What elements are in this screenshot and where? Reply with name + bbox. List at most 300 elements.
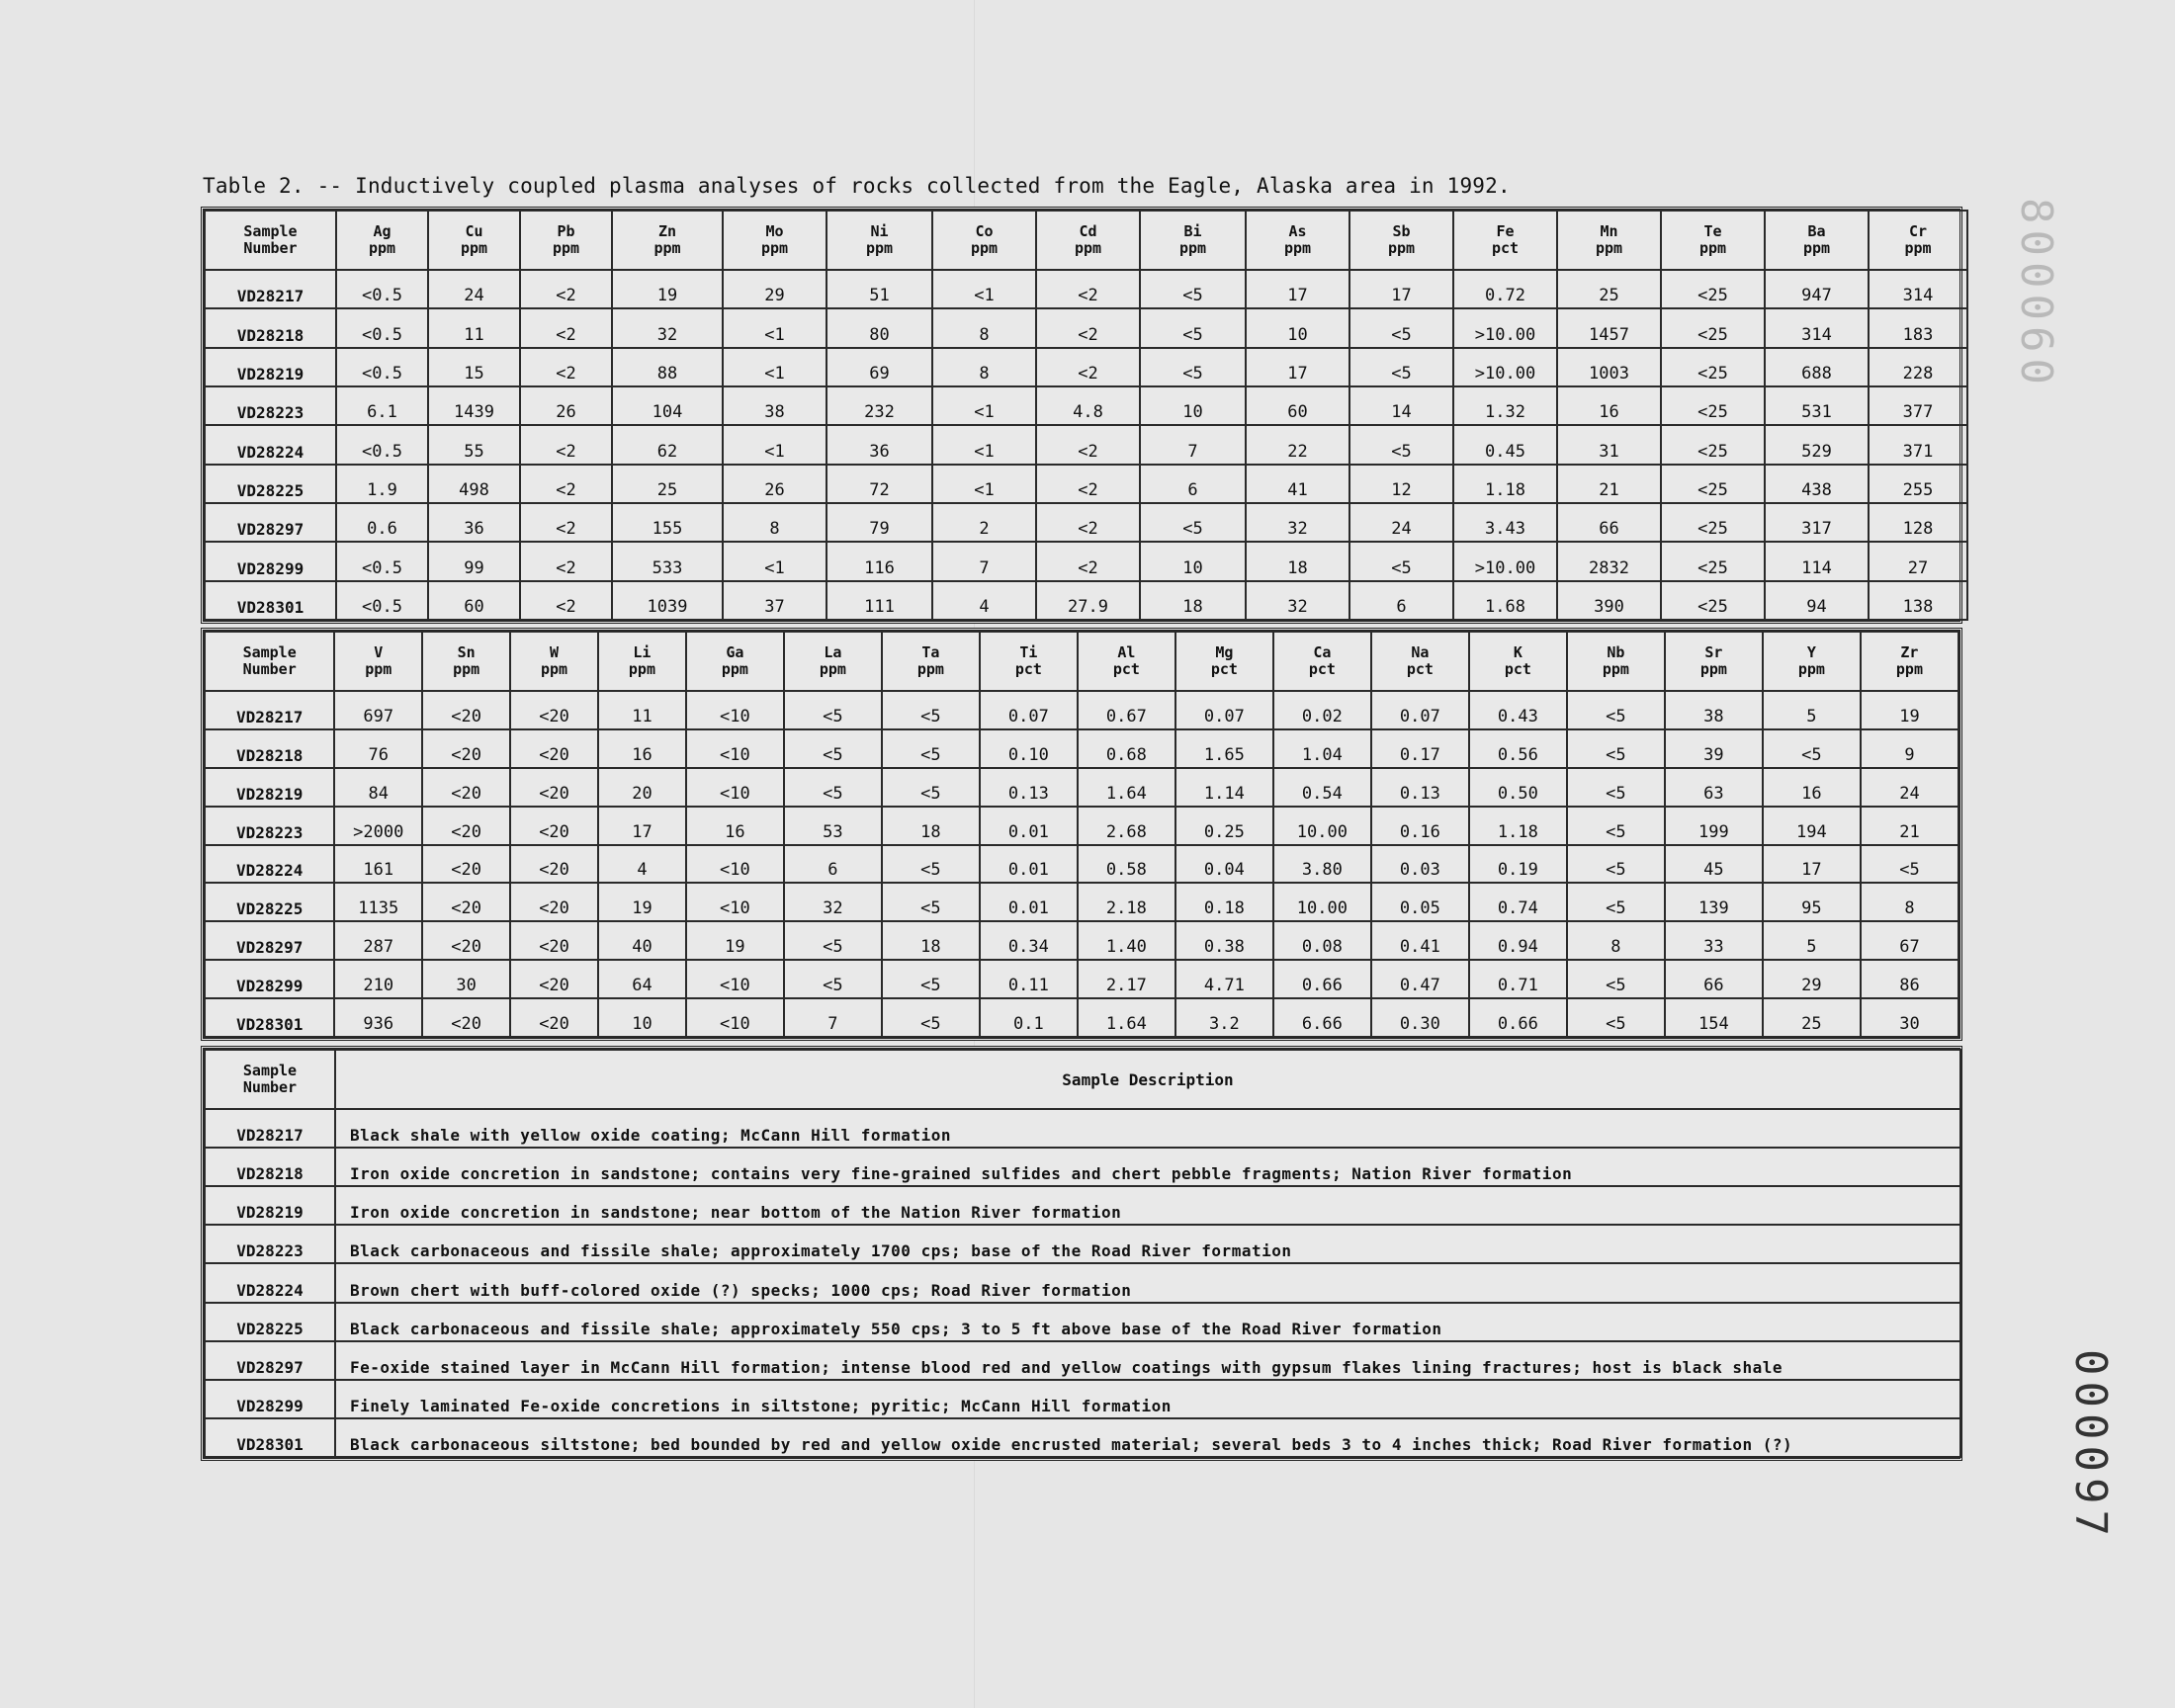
column-header-unit: pct [1491,239,1520,257]
column-header-name: Ba [1807,222,1826,240]
column-header-name: La [824,643,842,661]
column-header [1371,632,1469,691]
table-cell: 10.00 [1273,883,1371,921]
table-cell: 3.43 [1453,503,1557,542]
table-cell: 0.50 [1469,768,1567,807]
table-cell: 5 [1763,691,1861,729]
table-cell: >10.00 [1453,308,1557,347]
analyses-table-1 [201,207,1962,624]
column-header-name: Nb [1607,643,1625,661]
table-cell: 1.64 [1078,998,1175,1037]
table-cell: <20 [422,807,510,845]
table-cell: 22 [1246,425,1349,464]
table-cell: 10 [1140,386,1246,425]
table-cell: 76 [334,729,422,768]
table-cell: <5 [784,768,882,807]
table-cell: 317 [1765,503,1869,542]
table-cell: 0.13 [980,768,1078,807]
table-row [205,1225,1960,1263]
table-cell: 1135 [334,883,422,921]
table-cell: 25 [1557,270,1661,308]
table-cell: 0.18 [1175,883,1273,921]
table-cell: <5 [1567,998,1665,1037]
sample-description-cell: Fe-oxide stained layer in McCann Hill formation; intense blood red and yellow coatings with gypsum flakes lining fractures; host is black shale [335,1341,1960,1380]
table-cell: 0.54 [1273,768,1371,807]
sample-number-cell: VD28225 [205,883,334,921]
column-header [1078,632,1175,691]
table-cell: 40 [598,921,686,960]
table-cell: 18 [1246,542,1349,580]
table-cell: 0.1 [980,998,1078,1037]
table-row [205,921,1958,960]
table-cell: <25 [1661,581,1765,620]
table-cell: 5 [1763,921,1861,960]
table-cell: 688 [1765,348,1869,386]
table-cell: 0.56 [1469,729,1567,768]
table-cell: 7 [1140,425,1246,464]
table-cell: 17 [598,807,686,845]
table-cell: 7 [932,542,1036,580]
table-cell: <2 [520,270,612,308]
table-cell: 55 [428,425,520,464]
table-cell: 0.11 [980,960,1078,998]
sample-description-cell: Iron oxide concretion in sandstone; contains very fine-grained sulfides and chert pebble fragments; Nation River formation [335,1148,1960,1186]
table-cell: 31 [1557,425,1661,464]
table-cell: 11 [598,691,686,729]
table-row [205,768,1958,807]
table-cell: <20 [510,768,598,807]
table-cell: <10 [686,691,784,729]
column-header-name: Ag [373,222,392,240]
table-cell: 0.71 [1469,960,1567,998]
table-cell: 0.10 [980,729,1078,768]
table-cell: 10 [1140,542,1246,580]
table-cell: <5 [882,883,980,921]
sample-number-cell: VD28301 [205,581,336,620]
sample-number-cell: VD28297 [205,921,334,960]
column-header-name: Sn [457,643,476,661]
sample-description-cell: Black carbonaceous siltstone; bed bounded by red and yellow oxide encrusted material; several beds 3 to 4 inches thick; Road River formation (?) [335,1418,1960,1457]
table-cell: <1 [932,386,1036,425]
table-cell: 26 [520,386,612,425]
table-cell: 0.72 [1453,270,1557,308]
column-header-unit: pct [1112,660,1140,678]
table-cell: 498 [428,465,520,503]
table-cell: <1 [932,270,1036,308]
table-cell: 0.07 [980,691,1078,729]
table-cell: 27 [1869,542,1967,580]
column-header [1246,211,1349,270]
table-cell: 155 [612,503,723,542]
table-cell: <20 [510,921,598,960]
table-cell: 51 [826,270,932,308]
table-cell: <10 [686,883,784,921]
column-header [686,632,784,691]
table-cell: <2 [520,581,612,620]
table-cell: 1457 [1557,308,1661,347]
table-cell: 0.30 [1371,998,1469,1037]
sample-number-cell: VD28301 [205,998,334,1037]
table-cell: 1439 [428,386,520,425]
column-header-unit: ppm [460,239,488,257]
table-cell: 314 [1765,308,1869,347]
table-cell: 1039 [612,581,723,620]
table-row [205,270,1967,308]
column-header [932,211,1036,270]
sample-number-cell: VD28301 [205,1418,335,1457]
column-header [422,632,510,691]
column-header-name: Na [1411,643,1430,661]
column-header-name: Sample [243,222,298,240]
table-cell: 0.04 [1175,845,1273,884]
table-cell: <1 [723,348,826,386]
table-cell: 36 [428,503,520,542]
column-header-unit: ppm [365,660,392,678]
table-cell: 0.58 [1078,845,1175,884]
column-header-unit: ppm [916,660,944,678]
table-cell: <2 [520,465,612,503]
sample-number-cell: VD28217 [205,270,336,308]
table-cell: <2 [1036,425,1140,464]
sample-number-cell: VD28225 [205,465,336,503]
table-cell: <10 [686,768,784,807]
column-header-unit: ppm [628,660,655,678]
table-cell: 10 [598,998,686,1037]
column-header [334,632,422,691]
table-cell: 32 [612,308,723,347]
column-header-name: Mg [1215,643,1234,661]
sample-number-cell: VD28224 [205,845,334,884]
column-header-unit: pct [1308,660,1336,678]
table-cell: <20 [510,845,598,884]
table-cell: 1.14 [1175,768,1273,807]
column-header [205,211,336,270]
table-cell: 8 [723,503,826,542]
table-cell: 0.43 [1469,691,1567,729]
table-cell: <2 [520,308,612,347]
column-header [1861,632,1958,691]
table-cell: 210 [334,960,422,998]
sample-description-cell: Brown chert with buff-colored oxide (?) specks; 1000 cps; Road River formation [335,1263,1960,1302]
table-cell: <25 [1661,503,1765,542]
table-cell: <2 [1036,542,1140,580]
table-cell: 15 [428,348,520,386]
column-header [723,211,826,270]
sample-number-cell: VD28299 [205,542,336,580]
table-cell: 6 [1140,465,1246,503]
table-cell: >10.00 [1453,348,1557,386]
column-header [520,211,612,270]
table-1-header-row [205,211,1967,270]
table-cell: <5 [1140,270,1246,308]
column-header [205,632,334,691]
column-header-unit: pct [1504,660,1531,678]
sample-number-cell: VD28218 [205,1148,335,1186]
sample-number-cell: VD28297 [205,1341,335,1380]
table-cell: 0.25 [1175,807,1273,845]
table-cell: <20 [510,883,598,921]
table-cell: 0.17 [1371,729,1469,768]
sample-number-cell: VD28217 [205,691,334,729]
sample-description-table [201,1046,1962,1461]
table-cell: <5 [1140,348,1246,386]
table-cell: <20 [510,691,598,729]
table-cell: 0.13 [1371,768,1469,807]
column-header-name: Cr [1908,222,1928,240]
table-cell: 6 [1349,581,1453,620]
table-cell: 88 [612,348,723,386]
table-cell: <5 [1763,729,1861,768]
table-cell: 10.00 [1273,807,1371,845]
table-cell: <2 [520,348,612,386]
table-cell: 41 [1246,465,1349,503]
table-cell: 0.45 [1453,425,1557,464]
table-cell: 0.47 [1371,960,1469,998]
table-cell: 6.1 [336,386,428,425]
table-cell: <2 [1036,348,1140,386]
table-cell: <1 [723,542,826,580]
table-cell: <0.5 [336,542,428,580]
table-row [205,581,1967,620]
sample-description-cell: Black shale with yellow oxide coating; McCann Hill formation [335,1109,1960,1148]
table-cell: <2 [520,542,612,580]
sample-number-cell: VD28223 [205,386,336,425]
table-row [205,807,1958,845]
table-cell: 104 [612,386,723,425]
table-cell: 3.80 [1273,845,1371,884]
table-1-body [205,270,1967,620]
table-cell: 116 [826,542,932,580]
table-cell: 36 [826,425,932,464]
column-header-name: Ni [870,222,889,240]
table-cell: <25 [1661,425,1765,464]
table-cell: 1.9 [336,465,428,503]
table-cell: 2.18 [1078,883,1175,921]
column-header-name: Y [1806,643,1816,661]
table-cell: 18 [882,807,980,845]
table-cell: 377 [1869,386,1967,425]
table-cell: 371 [1869,425,1967,464]
table-cell: <5 [882,691,980,729]
table-cell: <5 [882,998,980,1037]
table-cell: <20 [510,998,598,1037]
faint-page-stamp: 800060 [2011,198,2061,390]
table-cell: <20 [422,845,510,884]
table-3-body [205,1109,1960,1457]
table-cell: 95 [1763,883,1861,921]
table-cell: <5 [784,921,882,960]
column-header-unit: ppm [552,239,580,257]
table-cell: <0.5 [336,581,428,620]
column-header-name: Te [1703,222,1722,240]
table-cell: 37 [723,581,826,620]
table-cell: 139 [1665,883,1763,921]
table-row [205,845,1958,884]
table-row [205,960,1958,998]
table-3-header-row [205,1050,1960,1109]
table-row [205,542,1967,580]
column-header-unit: ppm [1698,239,1727,257]
table-cell: 20 [598,768,686,807]
table-cell: <5 [1349,425,1453,464]
column-header-unit: ppm [653,239,681,257]
table-cell: 0.94 [1469,921,1567,960]
column-header-unit: ppm [1074,239,1102,257]
table-row [205,348,1967,386]
column-header-unit: ppm [1802,239,1831,257]
table-cell: 529 [1765,425,1869,464]
sample-description-cell: Finely laminated Fe-oxide concretions in siltstone; pyritic; McCann Hill formation [335,1380,1960,1418]
table-cell: <5 [1567,691,1665,729]
table-cell: 0.68 [1078,729,1175,768]
table-cell: 4 [598,845,686,884]
table-cell: 0.03 [1371,845,1469,884]
table-cell: <5 [784,691,882,729]
table-cell: 2.17 [1078,960,1175,998]
table-cell: <5 [1567,729,1665,768]
table-cell: 0.19 [1469,845,1567,884]
column-header-unit: pct [1406,660,1434,678]
table-cell: 25 [612,465,723,503]
table-cell: 111 [826,581,932,620]
column-header-name: Sample Description [1062,1069,1234,1089]
column-header [1036,211,1140,270]
table-title: Table 2. -- Inductively coupled plasma analyses of rocks collected from the Eagle, Alaska area in 1992. [203,174,1511,198]
table-cell: <2 [1036,465,1140,503]
column-header [1661,211,1765,270]
table-cell: 138 [1869,581,1967,620]
column-header-unit: ppm [1895,660,1923,678]
column-header-name: Mn [1600,222,1618,240]
column-header [598,632,686,691]
table-cell: 64 [598,960,686,998]
table-cell: <5 [1861,845,1958,884]
table-row [205,465,1967,503]
table-row [205,883,1958,921]
table-cell: 63 [1665,768,1763,807]
table-cell: 1.40 [1078,921,1175,960]
table-cell: 19 [612,270,723,308]
column-header-unit: ppm [1595,239,1623,257]
sample-number-cell: VD28223 [205,1225,335,1263]
table-cell: 0.41 [1371,921,1469,960]
table-cell: 697 [334,691,422,729]
table-cell: 1.65 [1175,729,1273,768]
table-cell: 161 [334,845,422,884]
table-cell: 12 [1349,465,1453,503]
table-cell: 2832 [1557,542,1661,580]
table-row [205,425,1967,464]
table-cell: 7 [784,998,882,1037]
table-cell: 24 [428,270,520,308]
column-header-name: Ta [921,643,940,661]
table-cell: 0.6 [336,503,428,542]
table-cell: <5 [882,768,980,807]
table-cell: 0.67 [1078,691,1175,729]
column-header [1349,211,1453,270]
table-row [205,691,1958,729]
table-cell: 45 [1665,845,1763,884]
table-cell: 67 [1861,921,1958,960]
table-cell: <5 [882,845,980,884]
table-cell: 438 [1765,465,1869,503]
sample-number-cell: VD28218 [205,308,336,347]
sample-number-cell: VD28225 [205,1303,335,1341]
table-cell: 228 [1869,348,1967,386]
column-header-unit: ppm [1904,239,1932,257]
table-cell: 38 [1665,691,1763,729]
column-header [1453,211,1557,270]
table-cell: <5 [882,960,980,998]
table-cell: 16 [1763,768,1861,807]
table-cell: <20 [510,729,598,768]
table-cell: 24 [1349,503,1453,542]
table-cell: 66 [1557,503,1661,542]
table-cell: 86 [1861,960,1958,998]
column-header [510,632,598,691]
column-header-unit: Number [242,660,297,678]
column-header-name: Sample [242,643,297,661]
table-cell: 2.68 [1078,807,1175,845]
column-header-unit: ppm [1797,660,1825,678]
table-2-header-row [205,632,1958,691]
table-cell: 79 [826,503,932,542]
column-header-name: As [1288,222,1307,240]
column-header-name: Bi [1183,222,1202,240]
table-cell: >10.00 [1453,542,1557,580]
table-cell: <5 [1567,960,1665,998]
column-header-unit: ppm [368,239,396,257]
table-cell: <10 [686,845,784,884]
table-cell: 30 [422,960,510,998]
column-header-name: Sr [1704,643,1723,661]
table-cell: 947 [1765,270,1869,308]
column-header [882,632,980,691]
table-row [205,1148,1960,1186]
table-cell: 154 [1665,998,1763,1037]
sample-number-cell: VD28219 [205,1186,335,1225]
table-cell: <5 [882,729,980,768]
table-cell: 2 [932,503,1036,542]
table-cell: 4 [932,581,1036,620]
table-cell: <2 [1036,503,1140,542]
table-cell: 0.74 [1469,883,1567,921]
column-header [1869,211,1967,270]
table-cell: 0.66 [1469,998,1567,1037]
table-cell: <1 [723,425,826,464]
table-cell: 8 [932,348,1036,386]
sample-number-cell: VD28223 [205,807,334,845]
table-cell: <20 [422,921,510,960]
table-cell: 3.2 [1175,998,1273,1037]
column-header-unit: ppm [865,239,894,257]
table-cell: 32 [784,883,882,921]
table-cell: <0.5 [336,425,428,464]
table-cell: <1 [932,425,1036,464]
table-cell: 10 [1246,308,1349,347]
table-cell: 232 [826,386,932,425]
table-cell: 69 [826,348,932,386]
column-header-unit: ppm [541,660,568,678]
table-row [205,1380,1960,1418]
column-header-unit: ppm [721,660,748,678]
table-cell: 14 [1349,386,1453,425]
table-cell: 16 [686,807,784,845]
table-cell: 26 [723,465,826,503]
column-header [612,211,723,270]
table-cell: <0.5 [336,308,428,347]
table-row [205,1186,1960,1225]
